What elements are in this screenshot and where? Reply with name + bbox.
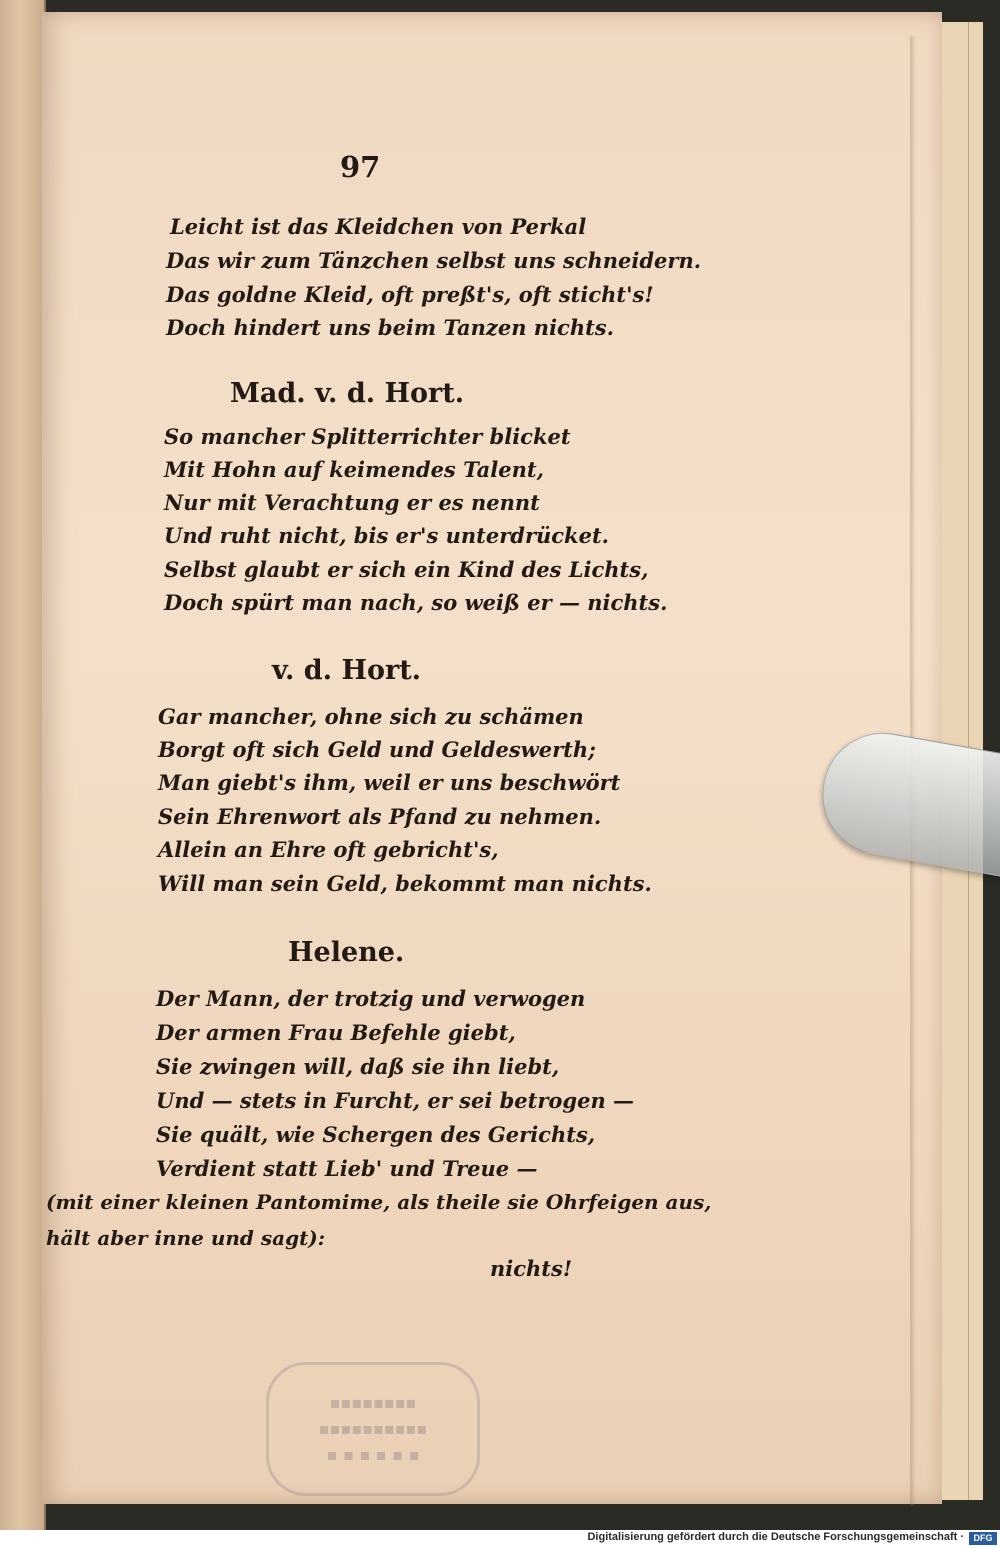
- speaker-heading: Mad. v. d. Hort.: [230, 378, 465, 409]
- verse-line: Mit Hohn auf keimendes Talent,: [164, 457, 544, 482]
- page-number: 97: [340, 150, 381, 184]
- verse-line: Allein an Ehre oft gebricht's,: [158, 837, 499, 862]
- facing-page-edge: [0, 0, 46, 1530]
- verse-line: Das goldne Kleid, oft preßt's, oft sticht's!: [166, 282, 654, 307]
- verse-line: Man giebt's ihm, weil er uns beschwört: [158, 770, 621, 795]
- verse-line: Doch spürt man nach, so weiß er — nichts.: [164, 590, 668, 615]
- verse-line: Sie zwingen will, daß sie ihn liebt,: [156, 1054, 560, 1079]
- verse-line: Das wir zum Tänzchen selbst uns schneidern.: [166, 248, 702, 273]
- verse-line: Und ruht nicht, bis er's unterdrücket.: [164, 523, 609, 548]
- verse-line: Der Mann, der trotzig und verwogen: [156, 986, 586, 1011]
- verse-line: So mancher Splitterrichter blicket: [164, 424, 571, 449]
- stage-direction-line: hält aber inne und sagt):: [46, 1226, 326, 1250]
- speaker-heading: Helene.: [288, 937, 405, 968]
- funding-credit: Digitalisierung gefördert durch die Deutsche Forschungsgemeinschaft ·: [587, 1531, 964, 1543]
- library-stamp: ▪▪▪▪▪▪▪▪ ▪▪▪▪▪▪▪▪▪▪ ▪ ▪ ▪ ▪ ▪ ▪: [266, 1362, 480, 1496]
- verse-line: Nur mit Verachtung er es nennt: [164, 490, 540, 515]
- verse-line: Sie quält, wie Schergen des Gerichts,: [156, 1122, 596, 1147]
- verse-line: Selbst glaubt er sich ein Kind des Lichts,: [164, 557, 649, 582]
- verse-line: Sein Ehrenwort als Pfand zu nehmen.: [158, 804, 602, 829]
- speaker-heading: v. d. Hort.: [272, 655, 422, 686]
- final-word: nichts!: [490, 1256, 573, 1281]
- verse-line: Borgt oft sich Geld und Geldeswerth;: [158, 737, 596, 762]
- stage-direction-line: (mit einer kleinen Pantomime, als theile sie Ohrfeigen aus,: [46, 1190, 712, 1214]
- verse-line: Leicht ist das Kleidchen von Perkal: [170, 214, 587, 239]
- verse-line: Will man sein Geld, bekommt man nichts.: [158, 871, 652, 896]
- verse-line: Doch hindert uns beim Tanzen nichts.: [166, 315, 614, 340]
- dfg-logo-icon: DFG: [969, 1532, 997, 1545]
- verse-line: Der armen Frau Befehle giebt,: [156, 1020, 516, 1045]
- verse-line: Und — stets in Furcht, er sei betrogen —: [156, 1088, 635, 1113]
- verse-line: Verdient statt Lieb' und Treue —: [156, 1156, 538, 1181]
- verse-line: Gar mancher, ohne sich zu schämen: [158, 704, 584, 729]
